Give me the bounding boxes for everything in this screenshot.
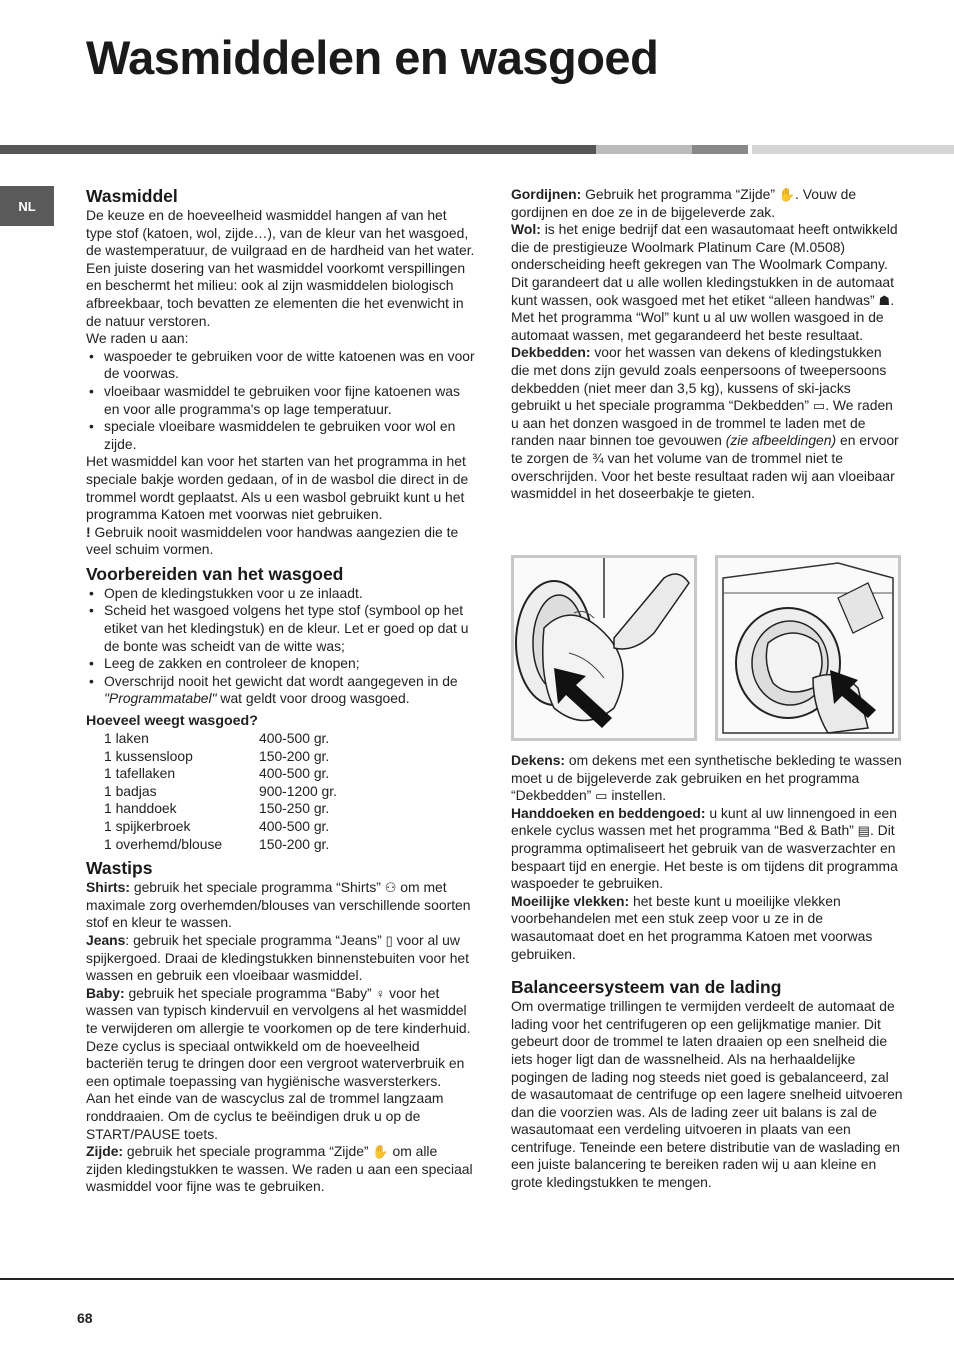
washing-machine-illustration (718, 558, 898, 738)
illustration-loading-duvet-left (511, 555, 697, 741)
paragraph: De keuze en de hoeveelheid wasmiddel hangen af van het type stof (katoen, wol, zijde…), van de kleur van het wasgoed, de wastemperatuur, de vuilgraad en de hardheid van het water. (86, 207, 475, 259)
illustration-loading-duvet-right (715, 555, 901, 741)
list-item: • waspoeder te gebruiken voor de witte katoenen was en voor de voorwas. (86, 348, 476, 383)
section-heading-balans: Balanceersysteem van de lading (511, 977, 782, 998)
page-title: Wasmiddelen en wasgoed (86, 31, 659, 84)
section-heading-wasmiddel: Wasmiddel (86, 186, 178, 206)
table-row: 1 laken 400-500 gr. (104, 730, 330, 747)
table-row: 1 badjas 900-1200 gr. (104, 782, 338, 799)
duvet-icon: ▭ (812, 398, 826, 414)
tip-jeans: Jeans: gebruik het speciale programma “Jeans” ▯ voor al uw spijkergoed. Draai de kledingstukken binnenstebuiten voor het wassen en gebruik een vloeibaar wasmiddel. (86, 931, 470, 984)
right-column-lower (511, 752, 903, 1192)
preparation-list (86, 585, 476, 708)
table-row: 1 handdoek 150-250 gr. (104, 800, 330, 817)
paragraph: Het wasmiddel kan voor het starten van het programma in het speciale bakje worden gedaan, of in de wasbol die direct in de trommel wordt geplaatst. Als u een wasbol gebruikt kunt u het programma Katoen met voorwas niet gebruiken. (86, 453, 469, 523)
jeans-icon: ▯ (385, 932, 393, 948)
header-bar-dark (0, 145, 596, 154)
header-bar-light (596, 145, 692, 154)
list-item: • vloeibaar wasmiddel te gebruiken voor fijne katoenen was en voor alle programma's op lage temperatuur. (86, 383, 476, 418)
left-column (86, 186, 476, 1196)
right-column (511, 186, 903, 503)
tip-wol: Wol: is het enige bedrijf dat een wasautomaat heeft ontwikkeld die de prestigieuze Woolmark Platinum Care (M.0508) onderscheiding heeft gekregen van The Woolmark Company. Dit garandeert dat u alle wollen kledingstukken in de automaat kunt wassen, ook wasgoed met het etiket “alleen handwas” ☗. Met het programma “Wol” kunt u al uw wollen wasgoed in de automaat wassen, met gegarandeerd het beste resultaat. (511, 221, 898, 343)
weight-table (104, 730, 337, 853)
footer-divider (0, 1278, 954, 1280)
paragraph: Aan het einde van de wascyclus zal de trommel langzaam ronddraaien. Om de cyclus te beëindigen druk u op de START/PAUSE toets. (86, 1090, 444, 1142)
tip-baby: Baby: gebruik het speciale programma “Baby” ♀ voor het wassen van typisch kindervuil en vervolgens al het wasmiddel te verwijderen om allergie te voorkomen op de tere kinderhuid. Deze cyclus is speciaal ontwikkeld om de hoeveelheid bacteriën terug te dringen door een vergroot waterverbruik en een optimale toepassing van hygiënische wasversterkers. (86, 984, 471, 1089)
list-item: • Leeg de zakken en controleer de knopen; (86, 655, 476, 673)
list-item: • Scheid het wasgoed volgens het type stof (symbool op het etiket van het kledingstuk) en de kleur. Let er goed op dat u de bonte was scheidt van de witte was; (86, 602, 476, 655)
table-row: 1 tafellaken 400-500 gr. (104, 765, 330, 782)
warning-mark: ! (86, 523, 91, 540)
baby-bottle-icon: ♀ (375, 985, 386, 1001)
tip-gordijnen: Gordijnen: Gebruik het programma “Zijde” ✋. Vouw de gordijnen en doe ze in de bijgeleverde zak. (511, 186, 857, 220)
warning-note: ! Gebruik nooit wasmiddelen voor handwas aangezien die te veel schuim vormen. (86, 523, 459, 558)
tip-zijde: Zijde: gebruik het speciale programma “Zijde” ✋ om alle zijden kledingstukken te wassen. We raden u aan een speciaal wasmiddel voor fijne was te gebruiken. (86, 1143, 473, 1195)
section-heading-wastips: Wastips (86, 858, 153, 879)
table-row: 1 overhemd/blouse 150-200 gr. (104, 835, 330, 852)
weight-heading: Hoeveel weegt wasgoed? (86, 713, 258, 730)
header-bar-mid (692, 145, 748, 154)
washing-machine-illustration (514, 558, 694, 738)
list-item: • Open de kledingstukken voor u ze inlaadt. (86, 585, 476, 603)
paragraph: We raden u aan: (86, 330, 189, 347)
hand-wash-silk-icon: ✋ (372, 1144, 389, 1160)
duvet-icon: ▭ (595, 788, 608, 804)
header-bar-pale (752, 145, 954, 154)
paragraph: Om overmatige trillingen te vermijden verdeelt de automaat de lading voor het centrifugeren op een gelijkmatige manier. Dit gebeurt door de trommel te laten draaien op een snelheid die iets hoger ligt dan de wassnelheid. Als na herhaaldelijke pogingen de lading nog steeds niet goed is gebalanceerd, zal de wasautomaat de centrifuge op een lagere snelheid uitvoeren dan die voorzien was. Als de lading zeer uit balans is zal de wasautomaat een verdeling uitvoeren in plaats van een centrifuge. Teneinde een betere distributie van de waslading en een juiste balancering te bereiken raden wij u aan kleine en grote kledingstukken te mengen. (511, 998, 903, 1191)
table-row: 1 kussensloop 150-200 gr. (104, 747, 330, 764)
page-number: 68 (77, 1310, 93, 1326)
list-item: • Overschrijd nooit het gewicht dat wordt aangegeven in de "Programmatabel" wat geldt voor droog wasgoed. (86, 673, 476, 708)
list-item: • speciale vloeibare wasmiddelen te gebruiken voor wol en zijde. (86, 418, 476, 453)
language-tab: NL (0, 186, 54, 226)
tip-dekbedden: Dekbedden: voor het wassen van dekens of kledingstukken die met dons zijn gevuld zoals eenpersoons of tweepersoons dekbedden (niet meer dan 3,5 kg), kussens of ski-jacks gebruikt u het speciale programma “Dekbedden” ▭. We raden u aan het donzen wasgoed in de trommel te laden met de randen naar binnen toe gevouwen (zie afbeeldingen) en ervoor te zorgen de ¾ van het volume van de trommel niet te overschrijden. Voor het beste resultaat raden wij aan vloeibaar wasmiddel in het doseerbakje te gieten. (511, 344, 899, 502)
tip-handdoeken: Handdoeken en beddengoed: u kunt al uw linnengoed in een enkele cyclus wassen met het programma “Bed & Bath” ▤. Dit programma optimaliseert het gebruik van de wasverzachter en bespaart tijd en energie. Het beste is om tijdens dit programma waspoeder te gebruiken. (511, 804, 898, 892)
table-row: 1 spijkerbroek 400-500 gr. (104, 818, 330, 834)
tip-dekens: Dekens: om dekens met een synthetische bekleding te wassen moet u de bijgeleverde zak gebruiken en het programma “Dekbedden” ▭ instellen. (511, 752, 902, 804)
woolmark-handwash-icon: ☗ (878, 292, 891, 308)
detergent-list (86, 348, 476, 454)
hand-wash-silk-icon: ✋ (778, 187, 796, 202)
bed-bath-icon: ▤ (857, 823, 870, 839)
shirt-icon: ⚇ (384, 880, 397, 896)
tip-shirts: Shirts: gebruik het speciale programma “Shirts” ⚇ om met maximale zorg overhemden/blouses van verschillende soorten stof en kleur te wassen. (86, 879, 471, 931)
section-heading-voorbereiden: Voorbereiden van het wasgoed (86, 563, 344, 584)
tip-vlekken: Moeilijke vlekken: het beste kunt u moeilijke vlekken voorbehandelen met een stuk zeep voor u ze in de wasautomaat doet en het programma Katoen met voorwas gebruiken. (511, 892, 873, 962)
paragraph: Een juiste dosering van het wasmiddel voorkomt verspillingen en beschermt het milieu: ook al zijn wasmiddelen biologisch afbreekbaar, toch bevatten ze elementen die het evenwicht in de natuur verstoren. (86, 259, 466, 329)
